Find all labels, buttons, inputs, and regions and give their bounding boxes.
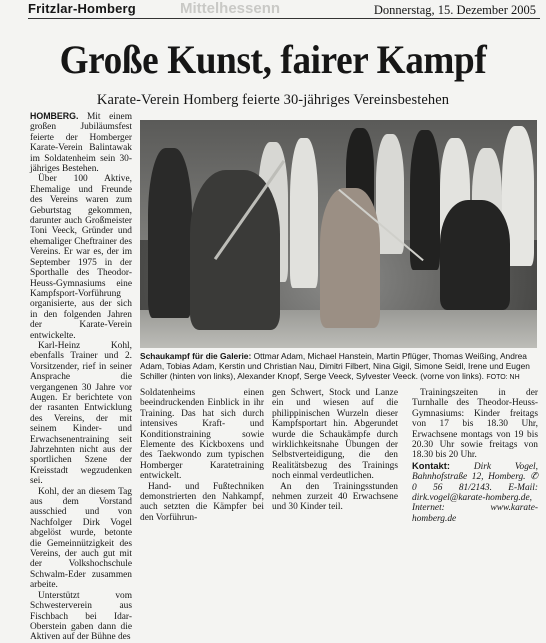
paragraph: Karl-Heinz Kohl, ebenfalls Trainer und 2. Vorsitzender, rief in seiner Ansprache die vergangenen 30 Jahre vor Augen. Er berichtete von der rasanten Entwicklung des Vereins, der mit seinem Kinder- und Erwachsenentraining seit Jahrzehnten nicht aus der sportlichen Szene der Kreisstadt wegzudenken sei. bbox=[30, 340, 132, 487]
bleed-through-text: Mittelhessenn bbox=[180, 0, 281, 17]
paragraph: Über 100 Aktive, Ehemalige und Freunde des Vereins waren zum Geburtstag gekommen, darunter auch Großmeister Toni Veeck, Gründer und ehemaliger Cheftrainer des Vereins. Er war es, der im September 1975 in der Sporthalle des Theodor-Heuss-Gymnasiums eine Kampfsport-Vorführung organisierte, aus der sich in den folgenden Jahren der Karate-Verein entwickelte. bbox=[30, 174, 132, 341]
paragraph: gen Schwert, Stock und Lanze ein und wiesen auf die philippinischen Wurzeln dieser Kampfsportart hin. Abgerundet wurde die Schaukämpfe durch wirklichkeitsnahe Übungen der Selbstverteidigung, die den Realitätsbezug des Trainings noch einmal verdeutlichen. bbox=[272, 388, 398, 482]
paragraph: Unterstützt vom Schwesterverein aus Fischbach bei Idar-Oberstein gaben dann die Aktiven auf der Bühne des bbox=[30, 590, 132, 643]
subheadline: Karate-Verein Homberg feierte 30-jähriges Vereinsbestehen bbox=[96, 92, 450, 108]
dateline: HOMBERG. bbox=[30, 111, 79, 121]
contact-label: Kontakt: bbox=[412, 459, 451, 471]
paragraph-text: Mit einem großen Jubiläumsfest feierte der Homberger Karate-Verein Balintawak im Soldatenheim sein 30-jähriges Bestehen. bbox=[30, 112, 132, 175]
article-column-2 bbox=[140, 388, 264, 523]
person-silhouette bbox=[376, 134, 404, 254]
article-column-1 bbox=[30, 111, 132, 643]
issue-date: Donnerstag, 15. Dezember 2005 bbox=[373, 3, 536, 17]
paragraph: Trainingszeiten in der Turnhalle des Theodor-Heuss-Gymnasiums: Kinder freitags von 17 bis 18.30 Uhr, Erwachsene montags von 19 bis 20.30 Uhr sowie freitags von 18.30 bis 20 Uhr. bbox=[412, 388, 538, 461]
person-silhouette bbox=[410, 130, 440, 270]
article-column-3 bbox=[272, 388, 398, 513]
kneeling-fighter bbox=[440, 200, 510, 310]
person-silhouette bbox=[290, 138, 318, 288]
person-silhouette bbox=[148, 148, 192, 318]
contact-text: Dirk Vogel, Bahnhofstraße 12, Homberg. ✆ 0 56 81/2143. E-Mail: dirk.vogel@karate-homberg.de, Internet: www.karate-homberg.de bbox=[412, 461, 539, 524]
paragraph: Hand- und Fußtechniken demonstrierten den Nahkampf, auch setzten die Kämpfer bei den Vorführun- bbox=[140, 481, 264, 523]
paragraph: An den Trainingsstunden nehmen zurzeit 40 Erwachsene und 30 Kinder teil. bbox=[272, 481, 398, 513]
caption-label: Schaukampf für die Galerie: bbox=[140, 351, 252, 361]
section-title: Fritzlar-Homberg bbox=[28, 1, 136, 16]
article-column-4 bbox=[412, 388, 538, 524]
headline: Große Kunst, fairer Kampf bbox=[59, 37, 487, 82]
photo-caption bbox=[140, 351, 537, 383]
group-photo bbox=[140, 120, 537, 348]
fighter-with-spear bbox=[320, 188, 380, 328]
paragraph bbox=[30, 111, 132, 174]
photo-credit: FOTO: NH bbox=[486, 374, 520, 381]
paragraph: Soldatenheims einen beeindruckenden Einblick in ihr Training. Das hat sich durch intensives Kraft- und Konditionstraining sowie Elemente des Kickboxens und des Taekwondo zum typischen Homberger Karatetraining entwickelt. bbox=[140, 388, 264, 482]
caption-text: Ottmar Adam, Michael Hanstein, Martin Pflüger, Thomas Weißing, Andrea Adam, Tobias Adam, Kerstin und Christian Nau, Dimitri Filbert, Nina Gigil, Simone Seidl, Irene und Eugen Schiller (hinten von links), Alexander Knopf, Serge Veeck, Sylvester Veeck. (vorne von links). bbox=[140, 351, 530, 381]
armored-fighter bbox=[190, 170, 280, 330]
paragraph: Kohl, der an diesem Tag aus dem Vorstand ausschied und von Nachfolger Dirk Vogel abgelöst wurde, betonte die Gemeinnützigkeit des Vereins, der auch gut mit der Volkshochschule Schwalm-Eder zusammen arbeite. bbox=[30, 486, 132, 591]
contact-paragraph bbox=[412, 461, 538, 524]
